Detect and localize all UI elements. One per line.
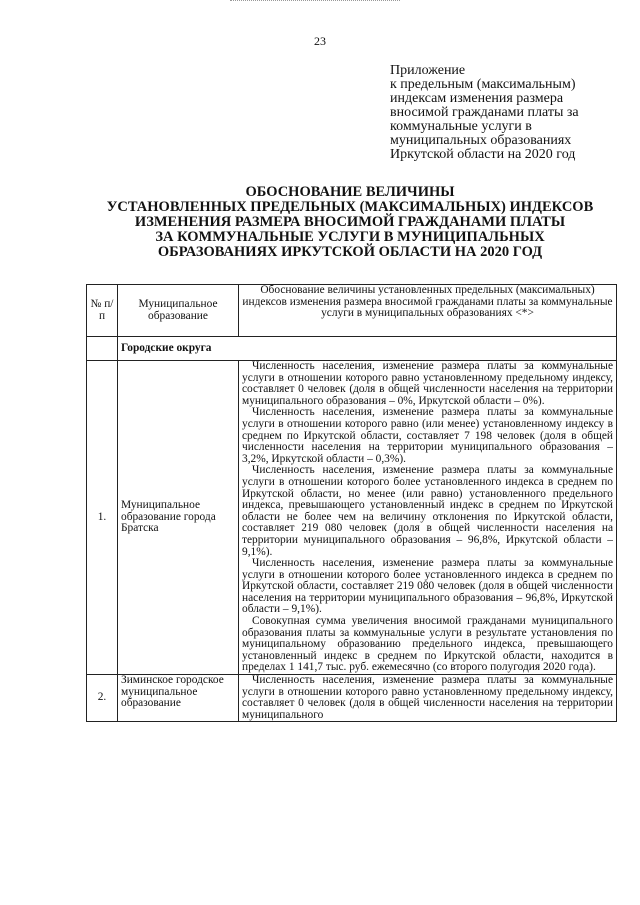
row-number: 2. bbox=[87, 675, 118, 722]
appendix-line: индексам изменения размера bbox=[390, 91, 564, 106]
appendix-line: Приложение bbox=[390, 63, 466, 78]
title-line: ОБРАЗОВАНИЯХ ИРКУТСКОЙ ОБЛАСТИ НА 2020 ГОД bbox=[157, 244, 543, 260]
justification-paragraph: Численность населения, изменение размера платы за коммунальные услуги в отношении которого равно установленному предельному индексу, составляет 0 человек (доля в общей численности населения на территории муниципального образования – 0%, Иркутской области – 0%). bbox=[242, 360, 613, 407]
title-line: УСТАНОВЛЕННЫХ ПРЕДЕЛЬНЫХ (МАКСИМАЛЬНЫХ) ИНДЕКСОВ bbox=[106, 199, 594, 215]
appendix-line: вносимой гражданами платы за bbox=[390, 105, 579, 120]
title-line: ОБОСНОВАНИЕ ВЕЛИЧИНЫ bbox=[245, 184, 455, 200]
appendix-line: Иркутской области на 2020 год bbox=[390, 147, 576, 162]
scan-artifact bbox=[230, 0, 400, 5]
document-title bbox=[60, 185, 640, 260]
justification-text bbox=[239, 675, 617, 722]
justification-table bbox=[86, 284, 617, 722]
header-row bbox=[87, 285, 617, 337]
appendix-line: муниципальных образованиях bbox=[390, 133, 572, 148]
header-number: № п/п bbox=[87, 285, 118, 337]
appendix-note bbox=[390, 64, 620, 162]
page-number: 23 bbox=[314, 34, 326, 48]
section-row bbox=[87, 337, 617, 361]
justification-text bbox=[239, 361, 617, 675]
header-justification: Обоснование величины установленных предельных (максимальных) индексов изменения размера вносимой гражданами платы за коммунальные услуги в муниципальных образованиях <*> bbox=[239, 285, 617, 337]
justification-paragraph: Численность населения, изменение размера платы за коммунальные услуги в отношении которого более установленного индекса в среднем по Иркутской области, но менее (или равно) установленного предельного индекса, превышающего установленный индекс в среднем по Иркутской области не более чем на величину отклонения по Иркутской области, составляет 219 080 человек (доля в общей численности населения на территории муниципального образования – 96,8%, Иркутской области – 9,1%). bbox=[242, 464, 613, 558]
title-line: ЗА КОММУНАЛЬНЫЕ УСЛУГИ В МУНИЦИПАЛЬНЫХ bbox=[155, 229, 545, 245]
header-municipality: Муниципальное образование bbox=[118, 285, 239, 337]
justification-paragraph: Совокупная сумма увеличения вносимой гражданами муниципального образования платы за коммунальные услуги в результате установления по муниципальному образованию предельного индекса, превышающего установленный индекс в среднем по Иркутской области, находится в пределах 1 141,7 тыс. руб. ежемесячно (со второго полугодия 2020 года). bbox=[242, 615, 613, 674]
row-number: 1. bbox=[87, 361, 118, 675]
justification-paragraph: Численность населения, изменение размера платы за коммунальные услуги в отношении которого равно (или менее) установленному индексу в среднем по Иркутской области, составляет 7 198 человек (доля в общей численности населения на территории муниципального образования – 3,2%, Иркутской области – 0,3%). bbox=[242, 406, 613, 465]
appendix-line: к предельным (максимальным) bbox=[390, 77, 576, 92]
municipality-name: Муниципальное образование города Братска bbox=[118, 361, 239, 675]
appendix-line: коммунальные услуги в bbox=[390, 119, 532, 134]
justification-paragraph: Численность населения, изменение размера платы за коммунальные услуги в отношении которого более установленного индекса в среднем по Иркутской области, составляет 219 080 человек (доля в общей численности населения на территории муниципального образования – 96,8%, Иркутской области – 9,1%). bbox=[242, 557, 613, 616]
table-row bbox=[87, 675, 617, 722]
title-line: ИЗМЕНЕНИЯ РАЗМЕРА ВНОСИМОЙ ГРАЖДАНАМИ ПЛАТЫ bbox=[134, 214, 566, 230]
section-label: Городские округа bbox=[118, 337, 617, 361]
section-empty-cell bbox=[87, 337, 118, 361]
municipality-name: Зиминское городское муниципальное образование bbox=[118, 675, 239, 722]
table-row bbox=[87, 361, 617, 675]
justification-paragraph: Численность населения, изменение размера платы за коммунальные услуги в отношении которого равно установленному предельному индексу, составляет 0 человек (доля в общей численности населения на территории муниципального bbox=[242, 674, 613, 721]
